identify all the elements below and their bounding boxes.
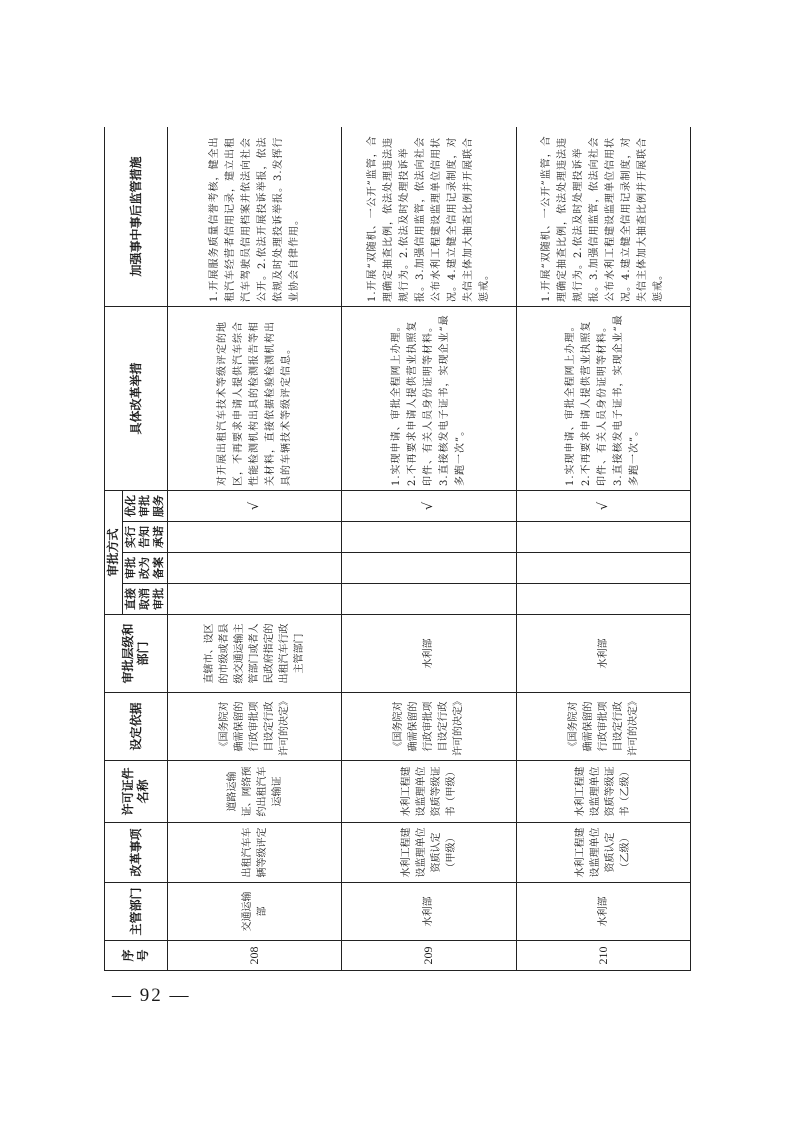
header-seq: 序号 xyxy=(105,941,168,971)
rotated-table-frame xyxy=(104,127,691,971)
header-permit: 许可证件名称 xyxy=(105,761,168,823)
header-item: 改革事项 xyxy=(105,823,168,883)
cell-supervision: 1.开展服务质量信誉考核，健全出租汽车经营者信用记录，建立出租汽车驾驶员信用档案并依法向社会公开。2.依法开展投诉举报，依法依规及时处理投诉举报。3.发挥行业协会自律作用。 xyxy=(168,127,342,306)
cell-seq: 209 xyxy=(342,941,516,971)
cell-permit: 水利工程建设监理单位资质等级证书（乙级） xyxy=(516,761,690,823)
header-measures: 具体改革举措 xyxy=(105,306,168,490)
cell-method-optimize: √ xyxy=(168,490,342,521)
header-method-cancel: 直接取消审批 xyxy=(123,584,168,615)
cell-permit: 水利工程建设监理单位资质等级证书（甲级） xyxy=(342,761,516,823)
cell-item: 水利工程建设监理单位资质认定（甲级） xyxy=(342,823,516,883)
cell-method-filing xyxy=(168,553,342,584)
header-method-commitment: 实行告知承诺 xyxy=(123,522,168,553)
cell-method-commitment xyxy=(168,522,342,553)
cell-level: 水利部 xyxy=(342,615,516,693)
cell-measures: 1.实现申请、审批全程网上办理。2.不再要求申请人提供营业执照复印件、有关人员身份证明等材料。3.直接核发电子证书，实现企业“最多跑一次”。 xyxy=(342,306,516,490)
header-dept: 主管部门 xyxy=(105,883,168,941)
cell-method-optimize: √ xyxy=(516,490,690,521)
cell-item: 出租汽车车辆等级评定 xyxy=(168,823,342,883)
cell-method-filing xyxy=(516,553,690,584)
cell-item: 水利工程建设监理单位资质认定（乙级） xyxy=(516,823,690,883)
cell-dept: 水利部 xyxy=(342,883,516,941)
cell-method-commitment xyxy=(516,522,690,553)
cell-seq: 210 xyxy=(516,941,690,971)
page-number: — 92 — xyxy=(112,985,191,1006)
cell-seq: 208 xyxy=(168,941,342,971)
header-supervision: 加强事中事后监管措施 xyxy=(105,127,168,306)
cell-basis: 《国务院对确需保留的行政审批项目设定行政许可的决定》 xyxy=(168,693,342,761)
cell-method-cancel xyxy=(342,584,516,615)
header-level: 审批层级和部门 xyxy=(105,615,168,693)
cell-supervision: 1.开展“双随机、一公开”监管，合理确定抽查比例，依法处理违法违规行为。2.依法及时处理投诉举报。3.加强信用监管，依法向社会公布水利工程建设监理单位信用状况。4.建立健全信用记录制度，对失信主体加大抽查比例并开展联合惩戒。 xyxy=(516,127,690,306)
table-row xyxy=(168,127,342,971)
cell-method-filing xyxy=(342,553,516,584)
cell-method-commitment xyxy=(342,522,516,553)
header-basis: 设定依据 xyxy=(105,693,168,761)
cell-dept: 水利部 xyxy=(516,883,690,941)
table-row xyxy=(342,127,516,971)
cell-dept: 交通运输部 xyxy=(168,883,342,941)
table-row xyxy=(516,127,690,971)
cell-measures: 1.实现申请、审批全程网上办理。2.不再要求申请人提供营业执照复印件、有关人员身份证明等材料。3.直接核发电子证书，实现企业“最多跑一次”。 xyxy=(516,306,690,490)
header-method-optimize: 优化审批服务 xyxy=(123,490,168,521)
cell-permit: 道路运输证、网络预约出租汽车运输证 xyxy=(168,761,342,823)
cell-method-optimize: √ xyxy=(342,490,516,521)
cell-supervision: 1.开展“双随机、一公开”监管，合理确定抽查比例，依法处理违法违规行为。2.依法及时处理投诉举报。3.加强信用监管，依法向社会公布水利工程建设监理单位信用状况。4.建立健全信用记录制度，对失信主体加大抽查比例并开展联合惩戒。 xyxy=(342,127,516,306)
cell-measures: 对开展出租汽车技术等级评定的地区，不再要求申请人提供汽车综合性能检测机构出具的检测报告等相关材料，直接依据检验检测机构出具的车辆技术等级评定信息。 xyxy=(168,306,342,490)
cell-basis: 《国务院对确需保留的行政审批项目设定行政许可的决定》 xyxy=(516,693,690,761)
header-method-group: 审批方式 xyxy=(105,490,123,614)
cell-level: 水利部 xyxy=(516,615,690,693)
cell-method-cancel xyxy=(516,584,690,615)
reform-items-table xyxy=(104,127,691,971)
cell-method-cancel xyxy=(168,584,342,615)
rotated-table-container xyxy=(104,127,691,971)
cell-basis: 《国务院对确需保留的行政审批项目设定行政许可的决定》 xyxy=(342,693,516,761)
cell-level: 直辖市、设区的市级或者县级交通运输主管部门或者人民政府指定的出租汽车行政主管部门 xyxy=(168,615,342,693)
header-method-filing: 审批改为备案 xyxy=(123,553,168,584)
